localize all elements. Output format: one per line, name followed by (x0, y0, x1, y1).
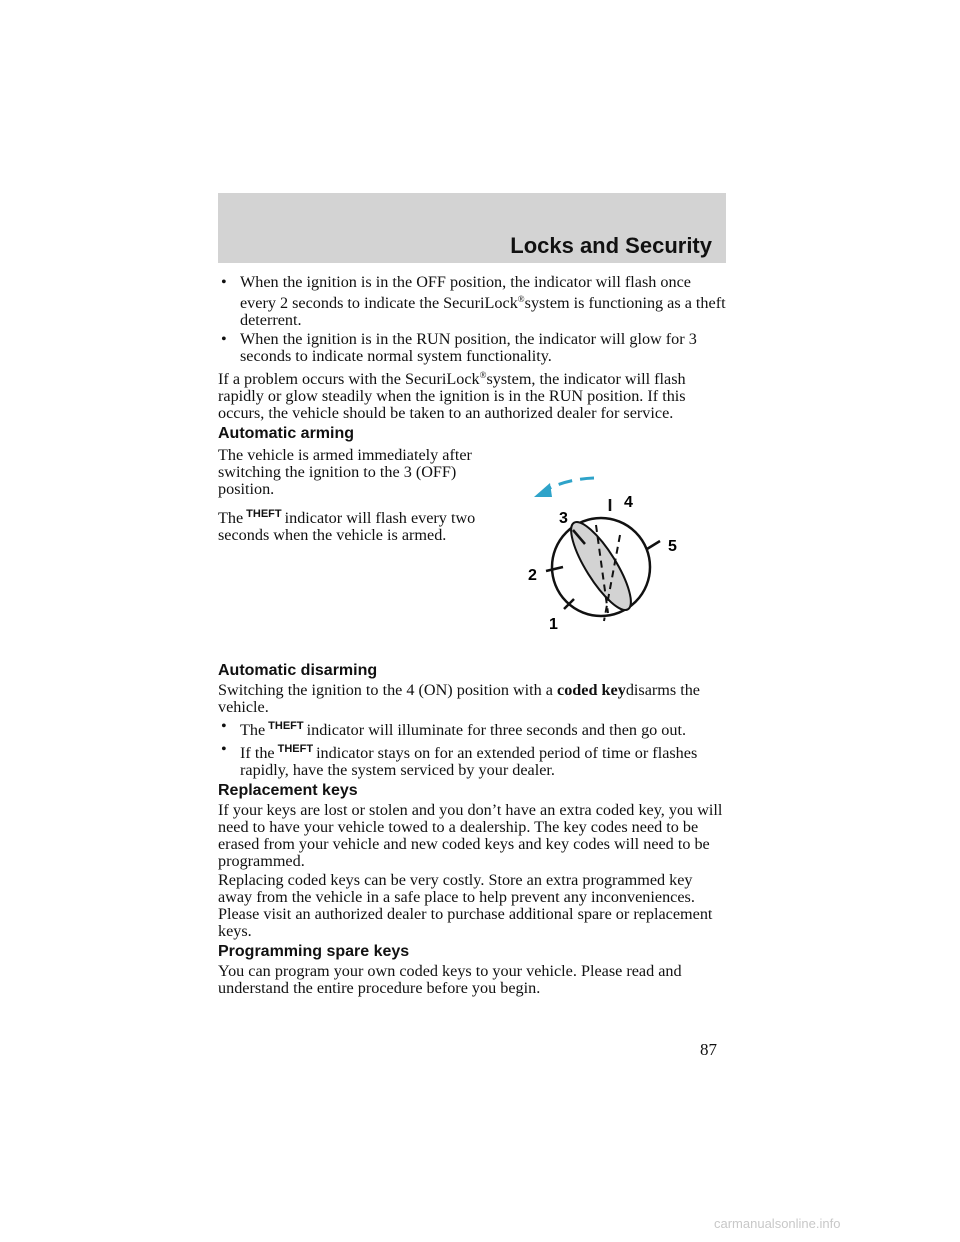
direction-arrow (544, 478, 594, 491)
position-label-4: 4 (624, 494, 633, 511)
bullet-dot: • (221, 740, 227, 758)
list-item (218, 331, 730, 365)
list-item (218, 274, 730, 329)
bullet-text: The (240, 721, 266, 739)
header-band (218, 193, 726, 263)
disarming-intro (218, 682, 730, 716)
position-label-2: 2 (528, 567, 537, 584)
paragraph-text: Switching the ignition to the 4 (ON) position with a (218, 681, 553, 699)
position-label-3: 3 (559, 510, 568, 527)
heading-replacement-keys: Replacement keys (218, 782, 358, 799)
bullet-dot: • (221, 717, 227, 735)
section-title: Locks and Security (510, 233, 712, 258)
theft-indicator-label: THEFT (277, 743, 314, 755)
bullet-dot: • (221, 330, 227, 348)
position-label-5: 5 (668, 538, 677, 555)
bullet-text: indicator stays on for an extended period of time or flashes rapidly, have the system serviced by your dealer. (240, 744, 698, 779)
list-item (218, 718, 730, 739)
bullet-text: indicator will illuminate for three seconds and then go out. (306, 721, 687, 739)
paragraph-text: If a problem occurs with the SecuriLock (218, 370, 480, 388)
footer-watermark: carmanualsonline.info (714, 1216, 841, 1231)
registered-mark: ® (517, 294, 525, 304)
replacement-paragraph-1: If your keys are lost or stolen and you don’t have an extra coded key, you will need to have your vehicle towed to a dealership. The key codes need to be erased from your vehicle and new coded keys and key codes will need to be programmed. (218, 801, 723, 870)
paragraph-text: system, the indicator will flash rapidly or glow steadily when the ignition is in the RUN position. If this occurs, the vehicle should be taken to an authorized dealer for service. (218, 370, 686, 422)
heading-programming-spare-keys: Programming spare keys (218, 943, 410, 960)
arming-text (218, 447, 478, 544)
paragraph-text: disarms the vehicle. (218, 681, 700, 716)
heading-automatic-arming: Automatic arming (218, 425, 355, 442)
bullet-text: system is functioning as a theft deterrent. (240, 294, 726, 329)
theft-indicator-label: THEFT (246, 508, 282, 520)
paragraph-text: indicator will flash every two seconds when the vehicle is armed. (218, 509, 476, 544)
registered-mark: ® (479, 370, 487, 380)
bullet-dot: • (221, 273, 227, 291)
page-number: 87 (700, 1040, 717, 1059)
arming-section (218, 447, 730, 659)
list-item (218, 741, 730, 779)
theft-indicator-label: THEFT (268, 720, 304, 732)
position-label-1: 1 (549, 616, 558, 633)
programming-paragraph-1: You can program your own coded keys to your vehicle. Please read and understand the entire procedure before you begin. (218, 962, 682, 997)
page-content (218, 274, 730, 999)
arrow-head-icon (534, 483, 552, 497)
bullet-text: If the (240, 744, 275, 762)
paragraph-text: The (218, 509, 244, 527)
coded-key-bold: coded key (557, 681, 626, 699)
bullet-text: When the ignition is in the RUN position, the indicator will glow for 3 seconds to indicate normal system functionality. (240, 330, 697, 365)
arming-paragraph-1: The vehicle is armed immediately after switching the ignition to the 3 (OFF) position. (218, 446, 472, 498)
replacement-paragraph-2: Replacing coded keys can be very costly. Store an extra programmed key away from the vehicle in a safe place to help prevent any inconveniences. Please visit an authorized dealer to purchase additional spare or replacement keys. (218, 871, 713, 940)
bullet-text: When the ignition is in the OFF position, the indicator will flash once every 2 seconds to indicate the SecuriLock (240, 273, 691, 312)
ignition-diagram (508, 467, 708, 647)
arming-paragraph-2 (218, 506, 478, 544)
problem-paragraph (218, 367, 730, 422)
heading-automatic-disarming: Automatic disarming (218, 662, 378, 679)
